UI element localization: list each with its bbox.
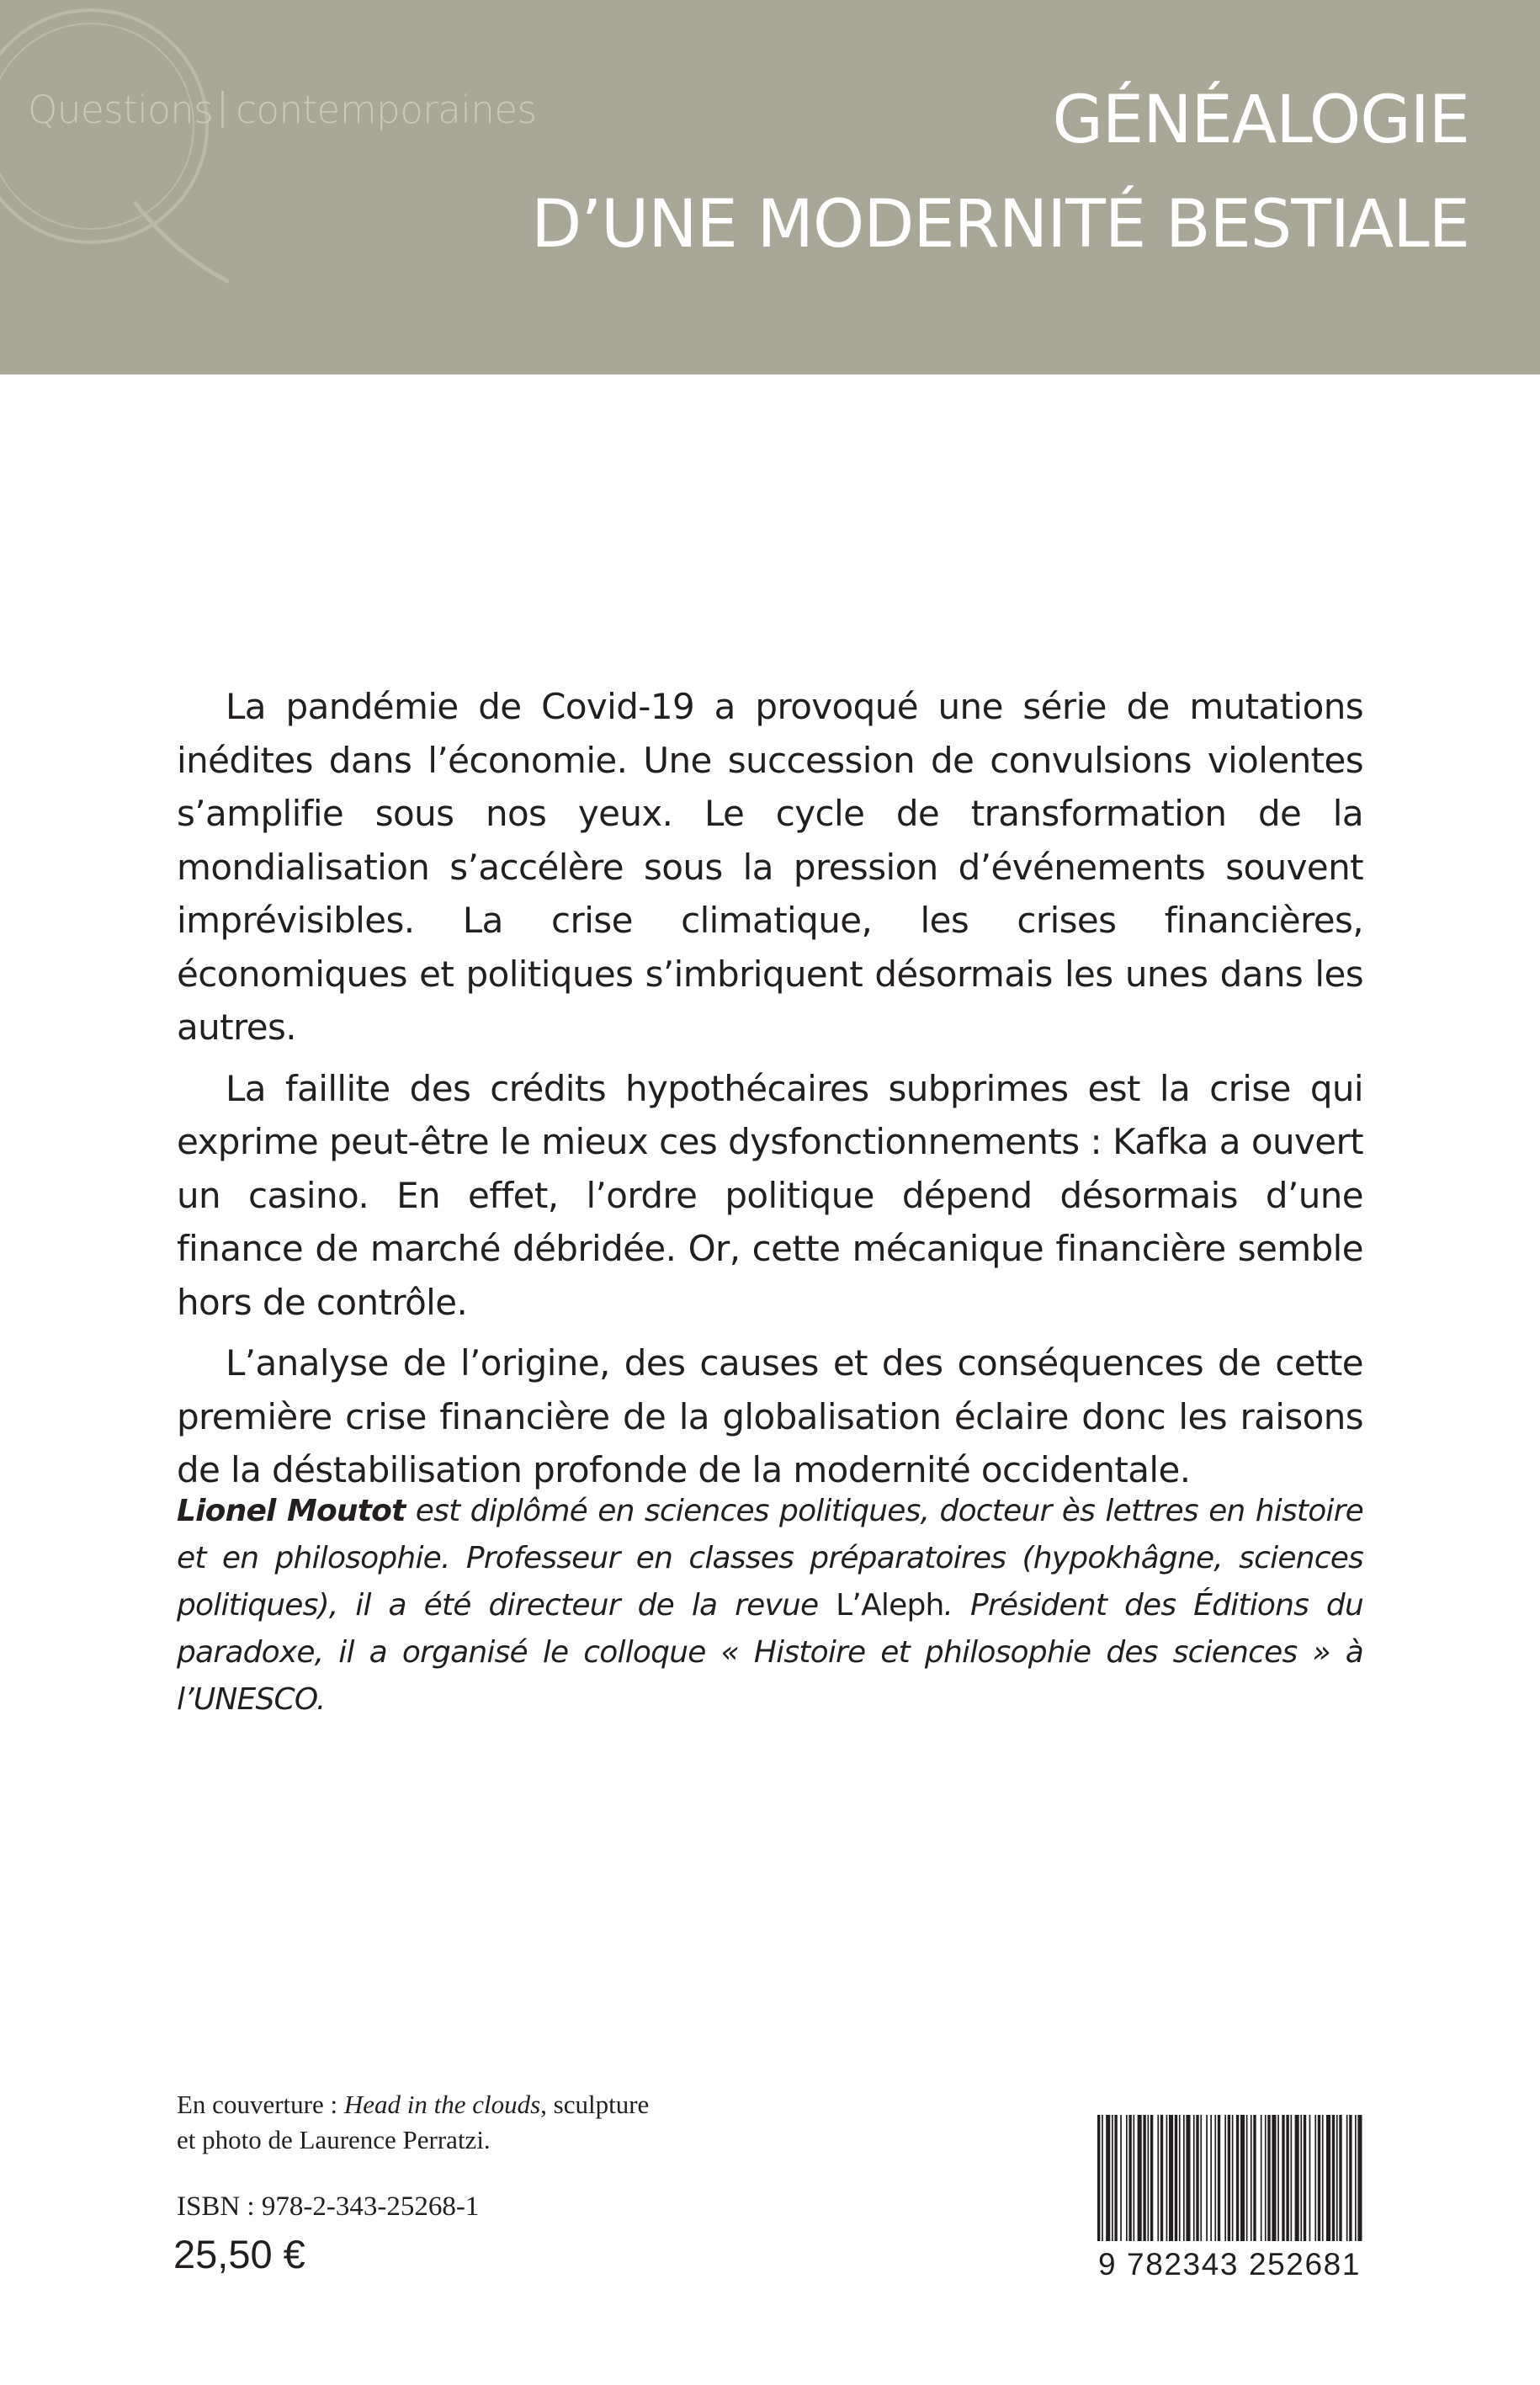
barcode-bar <box>1240 2115 1245 2241</box>
barcode-bar <box>1236 2115 1239 2241</box>
barcode-bar <box>1143 2115 1145 2241</box>
blurb-paragraph-2: La faillite des crédits hypothécaires subprimes est la crise qui exprime peut-être le mieux ces dysfonctionnements : Kafka a ouvert un casino. En effet, l’ordre politique dépend désormais d’une finance de marché débridée. Or, cette mécanique financière semble hors de contrôle. <box>177 1067 1363 1323</box>
barcode-bar <box>1148 2115 1150 2241</box>
barcode-bar <box>1179 2115 1181 2241</box>
barcode-bar <box>1102 2115 1103 2241</box>
barcode-bar <box>1322 2115 1324 2241</box>
barcode-bar <box>1166 2115 1168 2241</box>
barcode-bar <box>1336 2115 1338 2241</box>
barcode-bar <box>1267 2115 1270 2241</box>
barcode-bar <box>1277 2115 1279 2241</box>
barcode-bar <box>1210 2115 1212 2241</box>
barcode-bar <box>1295 2115 1299 2241</box>
barcode-bar <box>1304 2115 1306 2241</box>
barcode-bar <box>1206 2115 1208 2241</box>
series-separator <box>221 91 224 128</box>
bio-text-2: . Président des Éditions du paradoxe, il a organisé le colloque « Histoire et philosophie des sciences » à l’UNESCO. <box>177 1588 1363 1717</box>
back-cover-blurb <box>177 680 1363 1505</box>
book-title-line-1: GÉNÉALOGIE <box>1052 82 1469 158</box>
barcode-bar <box>1218 2115 1220 2241</box>
barcode-bar <box>1120 2115 1122 2241</box>
blurb-paragraph-1: La pandémie de Covid-19 a provoqué une série de mutations inédites dans l’économie. Une succession de convulsions violentes s’amplifie sous nos yeux. Le cycle de transformation de la mondialisation s’accélère sous la pression d’événements souvent imprévisibles. La crise climatique, les crises financières, économiques et politiques s’imbriquent désormais les unes dans les autres. <box>177 686 1363 1048</box>
barcode-bar <box>1134 2115 1135 2241</box>
barcode-bar <box>1228 2115 1230 2241</box>
barcode-bar <box>1261 2115 1262 2241</box>
header-band <box>0 0 1540 374</box>
credit-prefix: En couverture : <box>177 2090 344 2119</box>
barcode-bar <box>1309 2115 1311 2241</box>
barcode-bar <box>1314 2115 1316 2241</box>
barcode-bar <box>1246 2115 1248 2241</box>
series-word-1: Questions <box>28 88 214 132</box>
barcode-bar <box>1138 2115 1142 2241</box>
series-q-logo-icon <box>0 0 244 286</box>
barcode-bar <box>1346 2115 1348 2241</box>
barcode-bar <box>1175 2115 1177 2241</box>
barcode-bar <box>1286 2115 1288 2241</box>
barcode-bar <box>1106 2115 1110 2241</box>
barcode-bar <box>1169 2115 1173 2241</box>
barcode-bar <box>1282 2115 1284 2241</box>
book-title-line-2: D’UNE MODERNITÉ BESTIALE <box>531 187 1469 263</box>
series-name <box>28 88 537 132</box>
barcode-bar <box>1339 2115 1341 2241</box>
barcode-digits: 9 782343 252681 <box>1097 2247 1362 2281</box>
barcode-bar <box>1265 2115 1267 2241</box>
barcode-bar <box>1196 2115 1198 2241</box>
barcode-bar <box>1224 2115 1226 2241</box>
barcode-bar <box>1157 2115 1159 2241</box>
barcode-bar <box>1349 2115 1351 2241</box>
series-word-2: contemporaines <box>236 88 537 132</box>
barcode-bar <box>1355 2115 1357 2241</box>
credit-line-2: et photo de Laurence Perratzi. <box>177 2125 491 2154</box>
cover-credit <box>177 2087 766 2158</box>
credit-work-title: Head in the clouds <box>343 2090 541 2119</box>
barcode-bar <box>1357 2115 1362 2241</box>
barcode-bar <box>1160 2115 1163 2241</box>
barcode-bar <box>1097 2115 1100 2241</box>
barcode-bar <box>1291 2115 1293 2241</box>
isbn: ISBN : 978-2-343-25268-1 <box>177 2191 480 2222</box>
barcode-bar <box>1272 2115 1276 2241</box>
barcode-bar <box>1150 2115 1153 2241</box>
blurb-paragraph-3: L’analyse de l’origine, des causes et des conséquences de cette première crise financière de la globalisation éclaire donc les raisons de la déstabilisation profonde de la modernité occidentale. <box>177 1342 1363 1490</box>
barcode-bar <box>1253 2115 1256 2241</box>
barcode-bar <box>1128 2115 1131 2241</box>
journal-name: L’Aleph <box>836 1588 944 1623</box>
barcode-bar <box>1200 2115 1202 2241</box>
barcode-bar <box>1251 2115 1252 2241</box>
barcode-bar <box>1232 2115 1234 2241</box>
barcode-bar <box>1186 2115 1190 2241</box>
barcode-bar <box>1193 2115 1195 2241</box>
barcode-bar <box>1183 2115 1185 2241</box>
barcode-bar <box>1318 2115 1320 2241</box>
author-name: Lionel Moutot <box>177 1494 406 1528</box>
barcode-bar <box>1114 2115 1117 2241</box>
price: 25,50 € <box>173 2232 305 2276</box>
barcode-bar <box>1332 2115 1335 2241</box>
author-bio <box>177 1488 1363 1724</box>
barcode-bar <box>1126 2115 1128 2241</box>
barcode-bar <box>1112 2115 1113 2241</box>
barcode-bar <box>1214 2115 1216 2241</box>
bio-text-1: est diplômé en sciences politiques, docteur ès lettres en histoire et en philosophie. Professeur en classes préparatoires (hypokhâgne, sciences politiques), il a été directeur de la revue <box>177 1494 1363 1623</box>
barcode-bar <box>1300 2115 1302 2241</box>
barcode-bar <box>1326 2115 1330 2241</box>
credit-suffix: , sculpture <box>540 2090 650 2119</box>
